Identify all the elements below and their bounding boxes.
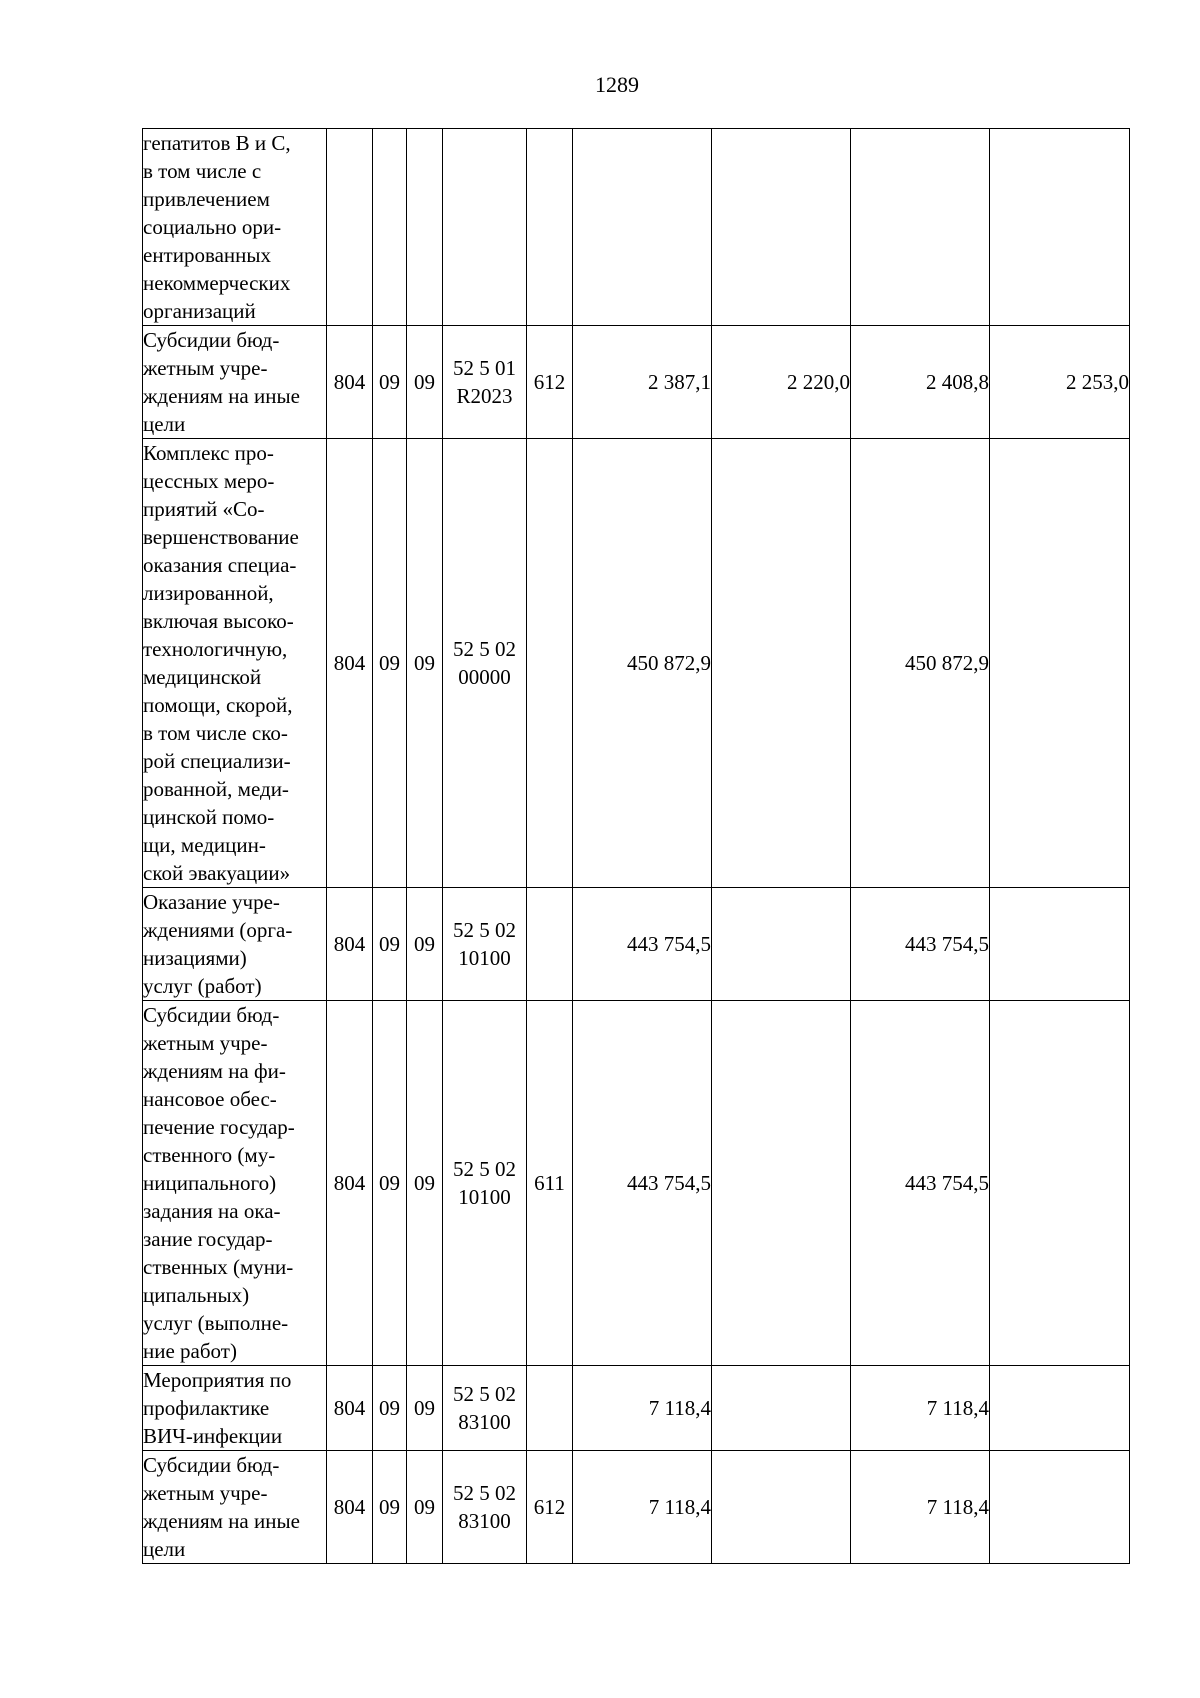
vr-cell: 611 xyxy=(527,1001,573,1366)
row-name-line: приятий «Со- xyxy=(143,497,265,521)
row-name-line: жетным учре- xyxy=(143,1031,268,1055)
gr-cell: 804 xyxy=(327,1001,373,1366)
amount-cell-4 xyxy=(990,439,1130,888)
pr-cell: 09 xyxy=(407,888,443,1001)
row-name-line: ние работ) xyxy=(143,1339,237,1363)
row-name-cell xyxy=(143,1001,327,1366)
csr-cell xyxy=(443,439,527,888)
csr-line: 52 5 01 xyxy=(453,356,516,380)
row-name-line: некоммерческих xyxy=(143,271,291,295)
row-name-line: жетным учре- xyxy=(143,1481,268,1505)
amount-cell-1: 443 754,5 xyxy=(573,888,712,1001)
row-name-line: ждениям на фи- xyxy=(143,1059,286,1083)
amount-cell-4: 2 253,0 xyxy=(990,326,1130,439)
rz-cell: 09 xyxy=(373,1451,407,1564)
amount-cell-1: 450 872,9 xyxy=(573,439,712,888)
row-name-line: низациями) xyxy=(143,946,247,970)
csr-cell xyxy=(443,326,527,439)
vr-cell xyxy=(527,1366,573,1451)
row-name-line: ентированных xyxy=(143,243,272,267)
csr-line: R2023 xyxy=(456,384,513,408)
row-name-line: нансовое обес- xyxy=(143,1087,277,1111)
csr-line: 52 5 02 xyxy=(453,1382,516,1406)
row-name-line: оказания специа- xyxy=(143,553,297,577)
amount-cell-4 xyxy=(990,1366,1130,1451)
row-name-line: услуг (работ) xyxy=(143,974,262,998)
budget-table xyxy=(142,128,1130,1564)
amount-cell-2 xyxy=(712,439,851,888)
csr-line: 52 5 02 xyxy=(453,637,516,661)
gr-cell: 804 xyxy=(327,326,373,439)
csr-line: 52 5 02 xyxy=(453,918,516,942)
row-name-cell xyxy=(143,888,327,1001)
csr-line: 83100 xyxy=(458,1509,511,1533)
row-name-line: Комплекс про- xyxy=(143,441,274,465)
row-name-line: ждениям на иные xyxy=(143,1509,300,1533)
row-name-line: жетным учре- xyxy=(143,356,268,380)
row-name-line: социально ори- xyxy=(143,215,282,239)
amount-cell-3: 443 754,5 xyxy=(851,1001,990,1366)
amount-cell-1 xyxy=(573,129,712,326)
row-name-line: ниципального) xyxy=(143,1171,277,1195)
row-name-line: ской эвакуации» xyxy=(143,861,291,885)
vr-cell xyxy=(527,439,573,888)
csr-cell xyxy=(443,888,527,1001)
amount-cell-3: 2 408,8 xyxy=(851,326,990,439)
amount-cell-1: 443 754,5 xyxy=(573,1001,712,1366)
table-row xyxy=(143,888,1130,1001)
gr-cell: 804 xyxy=(327,1366,373,1451)
gr-cell: 804 xyxy=(327,439,373,888)
row-name-line: в том числе с xyxy=(143,159,262,183)
csr-line: 00000 xyxy=(458,665,511,689)
row-name-line: Субсидии бюд- xyxy=(143,1003,280,1027)
row-name-line: включая высоко- xyxy=(143,609,294,633)
table-row xyxy=(143,1451,1130,1564)
rz-cell: 09 xyxy=(373,888,407,1001)
row-name-line: профилактике xyxy=(143,1396,270,1420)
row-name-line: ждениям на иные xyxy=(143,384,300,408)
row-name-line: помощи, скорой, xyxy=(143,693,293,717)
gr-cell xyxy=(327,129,373,326)
csr-line: 52 5 02 xyxy=(453,1481,516,1505)
vr-cell: 612 xyxy=(527,326,573,439)
row-name-line: гепатитов В и С, xyxy=(143,131,291,155)
page-number: 1289 xyxy=(595,72,639,97)
row-name-line: цели xyxy=(143,1537,186,1561)
row-name-line: ждениями (орга- xyxy=(143,918,293,942)
amount-cell-3: 7 118,4 xyxy=(851,1366,990,1451)
pr-cell: 09 xyxy=(407,1451,443,1564)
row-name-line: цинской помо- xyxy=(143,805,275,829)
amount-cell-4 xyxy=(990,888,1130,1001)
amount-cell-3: 443 754,5 xyxy=(851,888,990,1001)
row-name-line: Субсидии бюд- xyxy=(143,328,280,352)
row-name-cell xyxy=(143,1366,327,1451)
amount-cell-2 xyxy=(712,1451,851,1564)
csr-cell xyxy=(443,129,527,326)
rz-cell: 09 xyxy=(373,326,407,439)
rz-cell: 09 xyxy=(373,1001,407,1366)
rz-cell: 09 xyxy=(373,1366,407,1451)
amount-cell-3: 450 872,9 xyxy=(851,439,990,888)
amount-cell-2 xyxy=(712,1001,851,1366)
row-name-line: лизированной, xyxy=(143,581,274,605)
amount-cell-1: 7 118,4 xyxy=(573,1451,712,1564)
row-name-line: ственных (муни- xyxy=(143,1255,294,1279)
gr-cell: 804 xyxy=(327,888,373,1001)
csr-line: 10100 xyxy=(458,1185,511,1209)
row-name-line: ВИЧ-инфекции xyxy=(143,1424,283,1448)
amount-cell-4 xyxy=(990,1451,1130,1564)
row-name-line: цессных меро- xyxy=(143,469,275,493)
rz-cell xyxy=(373,129,407,326)
row-name-line: рой специализи- xyxy=(143,749,291,773)
csr-cell xyxy=(443,1366,527,1451)
csr-line: 52 5 02 xyxy=(453,1157,516,1181)
row-name-cell xyxy=(143,439,327,888)
amount-cell-3 xyxy=(851,129,990,326)
csr-cell xyxy=(443,1001,527,1366)
row-name-line: рованной, меди- xyxy=(143,777,289,801)
row-name-cell xyxy=(143,326,327,439)
row-name-line: в том числе ско- xyxy=(143,721,288,745)
row-name-line: технологичную, xyxy=(143,637,288,661)
csr-cell xyxy=(443,1451,527,1564)
amount-cell-4 xyxy=(990,129,1130,326)
amount-cell-1: 2 387,1 xyxy=(573,326,712,439)
row-name-line: услуг (выполне- xyxy=(143,1311,289,1335)
rz-cell: 09 xyxy=(373,439,407,888)
row-name-line: Субсидии бюд- xyxy=(143,1453,280,1477)
pr-cell: 09 xyxy=(407,326,443,439)
row-name-line: щи, медицин- xyxy=(143,833,266,857)
table-row xyxy=(143,326,1130,439)
pr-cell: 09 xyxy=(407,439,443,888)
csr-line: 83100 xyxy=(458,1410,511,1434)
row-name-line: вершенствование xyxy=(143,525,299,549)
row-name-cell xyxy=(143,129,327,326)
row-name-line: ципальных) xyxy=(143,1283,250,1307)
row-name-line: медицинской xyxy=(143,665,262,689)
row-name-line: цели xyxy=(143,412,186,436)
vr-cell xyxy=(527,888,573,1001)
row-name-line: печение государ- xyxy=(143,1115,295,1139)
gr-cell: 804 xyxy=(327,1451,373,1564)
table-row xyxy=(143,1366,1130,1451)
row-name-line: зание государ- xyxy=(143,1227,273,1251)
row-name-line: организаций xyxy=(143,299,256,323)
row-name-line: ственного (му- xyxy=(143,1143,276,1167)
amount-cell-2 xyxy=(712,1366,851,1451)
table-row xyxy=(143,1001,1130,1366)
vr-cell xyxy=(527,129,573,326)
amount-cell-3: 7 118,4 xyxy=(851,1451,990,1564)
amount-cell-4 xyxy=(990,1001,1130,1366)
amount-cell-1: 7 118,4 xyxy=(573,1366,712,1451)
pr-cell: 09 xyxy=(407,1001,443,1366)
row-name-line: Оказание учре- xyxy=(143,890,280,914)
table-body xyxy=(143,129,1130,1564)
row-name-line: задания на ока- xyxy=(143,1199,281,1223)
pr-cell: 09 xyxy=(407,1366,443,1451)
table-row xyxy=(143,439,1130,888)
pr-cell xyxy=(407,129,443,326)
amount-cell-2 xyxy=(712,888,851,1001)
amount-cell-2: 2 220,0 xyxy=(712,326,851,439)
row-name-line: Мероприятия по xyxy=(143,1368,292,1392)
table-row xyxy=(143,129,1130,326)
csr-line: 10100 xyxy=(458,946,511,970)
row-name-cell xyxy=(143,1451,327,1564)
vr-cell: 612 xyxy=(527,1451,573,1564)
row-name-line: привлечением xyxy=(143,187,270,211)
amount-cell-2 xyxy=(712,129,851,326)
